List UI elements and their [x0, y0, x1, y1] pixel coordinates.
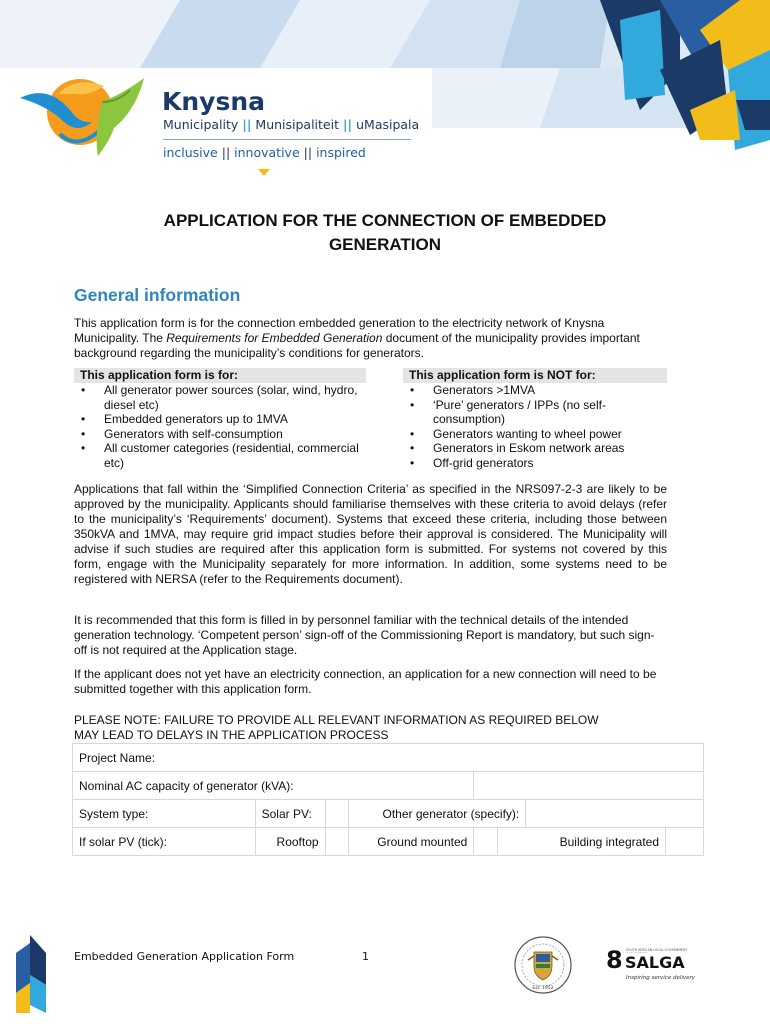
- chevron-down-icon: [258, 169, 270, 176]
- project-name-field[interactable]: [73, 744, 704, 772]
- criteria-paragraph: Applications that fall within the ‘Simplified Connection Criteria’ as specified in the NRS097-2-3 are likely to be approved by the municipality. Applicants should familiarise themselves with these criteria to avoid delays (refer to the municipality’s ‘Requirements’ document). Systems that exceed these criteria, including those between 350kVA and 1MVA, may require grid impact studies before their approval is considered. The Municipality will advise if such studies are required after this application form is submitted. For systems not covered by this form, engage with the Municipality separately for more information. In addition, some systems need to be registered with NERSA (refer to the Requirements document).: [74, 482, 667, 586]
- intro-text-2: document of the municipality provides important background regarding the municipality’s conditions for generators.: [74, 331, 640, 360]
- building-integrated-checkbox[interactable]: [666, 828, 704, 856]
- list-item: • All generator power sources (solar, wind, hydro, diesel etc): [74, 383, 366, 412]
- brand-separator: ||: [242, 117, 252, 132]
- tagline-innovative: innovative: [234, 145, 300, 160]
- not-applies-column: [403, 368, 667, 471]
- table-row: [73, 744, 704, 772]
- list-item: • Generators wanting to wheel power: [403, 427, 667, 442]
- list-item: • Generators in Eskom network areas: [403, 441, 667, 456]
- brand-divider: [163, 139, 411, 140]
- salga-number: 8: [606, 946, 623, 974]
- warning-note: [74, 713, 694, 743]
- ground-mounted-label: Ground mounted: [348, 828, 474, 856]
- list-item: • All customer categories (residential, commercial etc): [74, 441, 366, 470]
- new-connection-paragraph: If the applicant does not yet have an electricity connection, an application for a new connection will need to be submitted together with this application form.: [74, 667, 657, 696]
- section-heading-general: General information: [74, 285, 241, 305]
- tagline-inspired: inspired: [316, 145, 366, 160]
- warning-line-1: PLEASE NOTE: FAILURE TO PROVIDE ALL RELEVANT INFORMATION AS REQUIRED BELOW: [74, 713, 599, 727]
- brand-tagline: [163, 145, 366, 160]
- system-type-label: System type:: [73, 800, 256, 828]
- list-item: • Embedded generators up to 1MVA: [74, 412, 366, 427]
- salga-small-text: SOUTH AFRICAN LOCAL GOVERNMENT: [626, 948, 688, 952]
- solar-tick-label: If solar PV (tick):: [73, 828, 256, 856]
- brand-separator: ||: [303, 145, 313, 160]
- not-applies-heading: This application form is NOT for:: [403, 368, 667, 383]
- other-generator-input[interactable]: [526, 800, 704, 828]
- capacity-label: Nominal AC capacity of generator (kVA):: [73, 772, 474, 800]
- building-integrated-label: Building integrated: [498, 828, 666, 856]
- title-line-1: APPLICATION FOR THE CONNECTION OF EMBEDDED: [163, 211, 607, 230]
- brand-sub-munisipaliteit: Munisipaliteit: [255, 117, 339, 132]
- application-form-table: [72, 743, 704, 856]
- solar-pv-label: Solar PV:: [255, 800, 325, 828]
- salga-tagline: Inspiring service delivery: [626, 975, 696, 981]
- applies-to-column: [74, 368, 366, 471]
- applies-to-heading: This application form is for:: [74, 368, 366, 383]
- table-row: [73, 772, 704, 800]
- list-item: • ‘Pure’ generators / IPPs (no self-consumption): [403, 398, 667, 427]
- knysna-logo-icon: [18, 72, 160, 168]
- capacity-input[interactable]: [474, 772, 704, 800]
- municipal-seal-icon: [514, 936, 572, 994]
- solar-pv-checkbox[interactable]: [325, 800, 348, 828]
- rooftop-checkbox[interactable]: [325, 828, 348, 856]
- footer-accent-icon: [16, 935, 46, 1013]
- brand-name: Knysna: [162, 87, 266, 116]
- brand-subtitle: [163, 117, 419, 132]
- table-row: [73, 828, 704, 856]
- competent-person-paragraph: It is recommended that this form is filled in by personnel familiar with the technical details of the intended generation technology. ‘Competent person’ sign-off of the Commissioning Report is mandatory, but such sign-off is not required at the Application stage.: [74, 613, 655, 657]
- title-line-2: GENERATION: [328, 235, 442, 254]
- project-name-label: Project Name:: [79, 750, 156, 765]
- footer-form-name: Embedded Generation Application Form: [74, 950, 295, 963]
- brand-separator: ||: [342, 117, 353, 132]
- rooftop-label: Rooftop: [255, 828, 325, 856]
- list-item: • Generators with self-consumption: [74, 427, 366, 442]
- table-row: [73, 800, 704, 828]
- intro-doc-title: Requirements for Embedded Generation: [166, 331, 383, 345]
- other-generator-label: Other generator (specify):: [348, 800, 526, 828]
- brand-separator: ||: [221, 145, 231, 160]
- ground-mounted-checkbox[interactable]: [474, 828, 498, 856]
- intro-text-1: This application form is for the connection embedded generation to the electricity network of Knysna Municipality. The: [74, 316, 605, 345]
- list-item: • Off-grid generators: [403, 456, 667, 471]
- brand-sub-umasipala: uMasipala: [356, 117, 420, 132]
- page-title: [0, 209, 770, 257]
- tagline-inclusive: inclusive: [163, 145, 218, 160]
- seal-text: Est. 1952: [532, 986, 554, 991]
- list-item: • Generators >1MVA: [403, 383, 667, 398]
- page-number: 1: [362, 950, 369, 963]
- salga-name: SALGA: [625, 953, 685, 972]
- brand-sub-municipality: Municipality: [163, 117, 239, 132]
- warning-line-2: MAY LEAD TO DELAYS IN THE APPLICATION PROCESS: [74, 728, 389, 742]
- intro-paragraph: [74, 316, 667, 361]
